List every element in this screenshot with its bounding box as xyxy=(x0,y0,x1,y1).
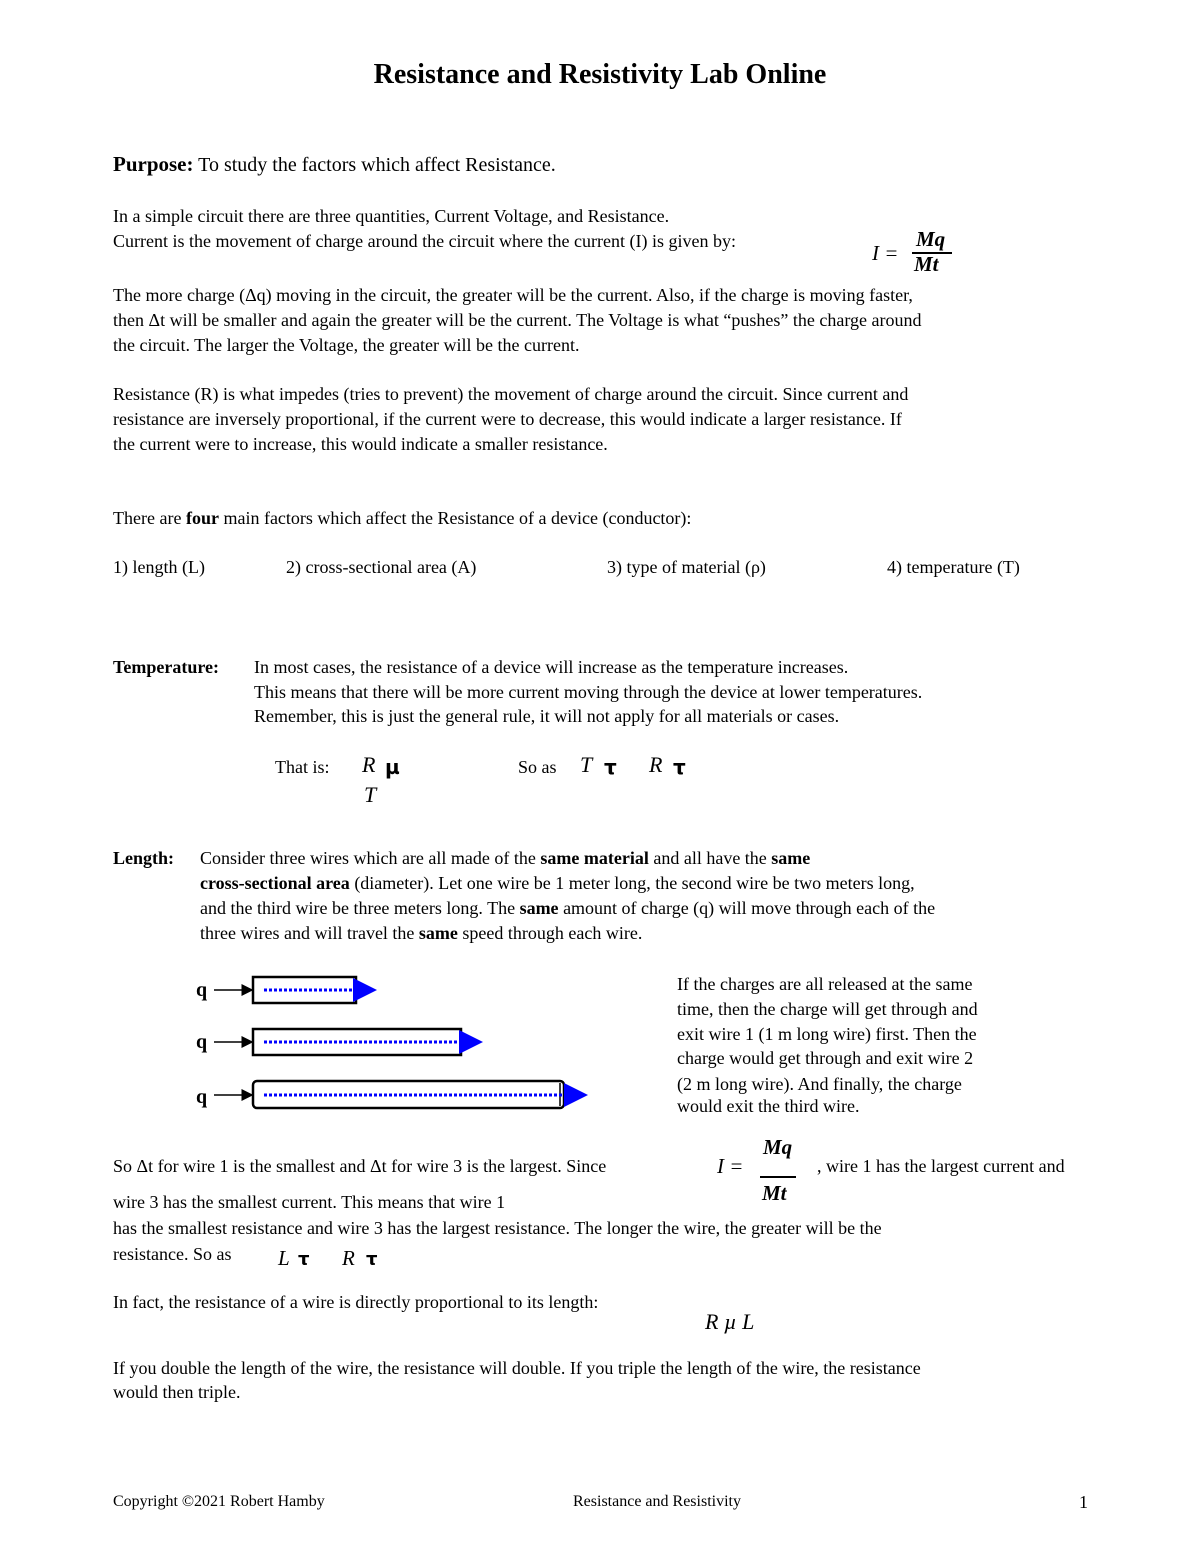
conclusion-so-R: R xyxy=(342,1246,355,1270)
conclusion-line-1-post: , wire 1 has the largest current and xyxy=(817,1156,1065,1176)
diagram-caption-line-3: exit wire 1 (1 m long wire) first. Then the xyxy=(677,1024,977,1044)
wire-1-charge-label: q xyxy=(196,979,208,1001)
length-line-1-mid: and all have the xyxy=(648,848,772,868)
diagram-caption-line-5: (2 m long wire). And finally, the charge xyxy=(677,1074,962,1094)
diagram-caption-line-6: would exit the third wire. xyxy=(677,1096,860,1116)
increase-arrow-icon: τ xyxy=(604,755,617,779)
factors-intro-pre: There are xyxy=(113,508,186,528)
purpose-label: Purpose: xyxy=(113,152,194,176)
conclusion-so-L: L xyxy=(278,1246,290,1270)
current-formula-denominator: Mt xyxy=(914,252,939,276)
wire-2-charge-label: q xyxy=(196,1031,208,1053)
conclusion-line-3: has the smallest resistance and wire 3 has the largest resistance. The longer the wire, the greater will be the xyxy=(113,1218,882,1238)
diagram-caption-line-4: charge would get through and exit wire 2 xyxy=(677,1048,974,1068)
factor-item-area: 2) cross-sectional area (A) xyxy=(286,557,477,577)
temperature-rel-R: R xyxy=(362,752,376,777)
factor-item-temperature: 4) temperature (T) xyxy=(887,557,1020,577)
conclusion-line-1-pre: So Δt for wire 1 is the smallest and Δt for wire 3 is the largest. Since xyxy=(113,1156,607,1176)
length-line-3-post: amount of charge (q) will move through each of the xyxy=(558,898,936,918)
conclusion-line-2: wire 3 has the smallest current. This means that wire 1 xyxy=(113,1192,506,1212)
conclusion-formula-lhs: I = xyxy=(717,1154,744,1178)
diagram-caption-line-1: If the charges are all released at the same xyxy=(677,974,973,994)
conclusion-formula-bar xyxy=(760,1176,796,1178)
double-line-1: If you double the length of the wire, the resistance will double. If you triple the length of the wire, the resistance xyxy=(113,1358,921,1378)
length-line-3-bold: same xyxy=(519,898,559,918)
conclusion-formula-numerator: Mq xyxy=(763,1135,793,1159)
temperature-so-T: T xyxy=(580,752,593,777)
temperature-so-R: R xyxy=(649,752,663,777)
wire-2 xyxy=(214,1029,480,1055)
resistance-paragraph-line-1: Resistance (R) is what impedes (tries to prevent) the movement of charge around the circuit. Since current and xyxy=(113,384,909,404)
increase-arrow-icon: τ xyxy=(298,1249,310,1270)
proportional-formula: R µ L xyxy=(705,1309,755,1334)
charge-paragraph-line-2: then Δt will be smaller and again the greater will be the current. The Voltage is what “pushes” the charge around xyxy=(113,310,922,330)
footer-page-number: 1 xyxy=(1079,1492,1088,1512)
length-line-4-pre: three wires and will travel the xyxy=(200,923,419,943)
intro-line-2: Current is the movement of charge around the circuit where the current (I) is given by: xyxy=(113,231,736,251)
temperature-that-is: That is: xyxy=(275,757,330,777)
purpose-text: To study the factors which affect Resistance. xyxy=(198,154,556,176)
temperature-line-1: In most cases, the resistance of a device will increase as the temperature increases. xyxy=(254,657,849,677)
length-label: Length: xyxy=(113,848,175,868)
charge-paragraph-line-1: The more charge (Δq) moving in the circuit, the greater will be the current. Also, if the charge is moving faster, xyxy=(113,285,913,305)
temperature-line-3: Remember, this is just the general rule, it will not apply for all materials or cases. xyxy=(254,706,840,726)
current-formula-numerator: Mq xyxy=(916,227,946,251)
wire-3-charge-label: q xyxy=(196,1086,208,1108)
charge-paragraph-line-3: the circuit. The larger the Voltage, the greater will be the current. xyxy=(113,335,580,355)
length-line-2-bold: cross-sectional area xyxy=(200,873,350,893)
footer-copyright: Copyright ©2021 Robert Hamby xyxy=(113,1493,325,1510)
temperature-so-as: So as xyxy=(518,757,557,777)
factors-intro-post: main factors which affect the Resistance of a device (conductor): xyxy=(218,508,692,528)
length-line-2-post: (diameter). Let one wire be 1 meter long, the second wire be two meters long, xyxy=(349,873,915,893)
temperature-rel-T: T xyxy=(364,782,377,807)
proportional-text: In fact, the resistance of a wire is directly proportional to its length: xyxy=(113,1292,599,1312)
length-line-4-bold: same xyxy=(418,923,458,943)
conclusion-line-4: resistance. So as xyxy=(113,1244,232,1264)
current-formula-lhs: I = xyxy=(872,241,899,265)
length-line-1-pre: Consider three wires which are all made of the xyxy=(200,848,541,868)
proportional-symbol: µ xyxy=(385,755,400,779)
increase-arrow-icon: τ xyxy=(366,1249,378,1270)
length-line-1-bold-2: same xyxy=(771,848,811,868)
temperature-label: Temperature: xyxy=(113,657,219,677)
factors-intro-bold: four xyxy=(185,508,219,528)
temperature-line-2: This means that there will be more current moving through the device at lower temperatures. xyxy=(254,682,923,702)
resistance-paragraph-line-2: resistance are inversely proportional, if the current were to decrease, this would indicate a larger resistance. If xyxy=(113,409,902,429)
increase-arrow-icon: τ xyxy=(673,755,686,779)
length-line-3-pre: and the third wire be three meters long. The xyxy=(200,898,520,918)
double-line-2: would then triple. xyxy=(113,1382,241,1402)
footer-title: Resistance and Resistivity xyxy=(573,1493,741,1510)
page-title: Resistance and Resistivity Lab Online xyxy=(373,59,827,90)
wire-1 xyxy=(214,977,374,1003)
length-line-1-bold-1: same material xyxy=(540,848,649,868)
factor-item-length: 1) length (L) xyxy=(113,557,205,577)
length-line-4-post: speed through each wire. xyxy=(457,923,643,943)
factor-item-material: 3) type of material (ρ) xyxy=(607,557,766,577)
diagram-caption-line-2: time, then the charge will get through and xyxy=(677,999,978,1019)
intro-line-1: In a simple circuit there are three quantities, Current Voltage, and Resistance. xyxy=(113,206,670,226)
conclusion-formula-denominator: Mt xyxy=(762,1181,787,1205)
wire-3 xyxy=(214,1081,585,1108)
resistance-paragraph-line-3: the current were to increase, this would indicate a smaller resistance. xyxy=(113,434,608,454)
